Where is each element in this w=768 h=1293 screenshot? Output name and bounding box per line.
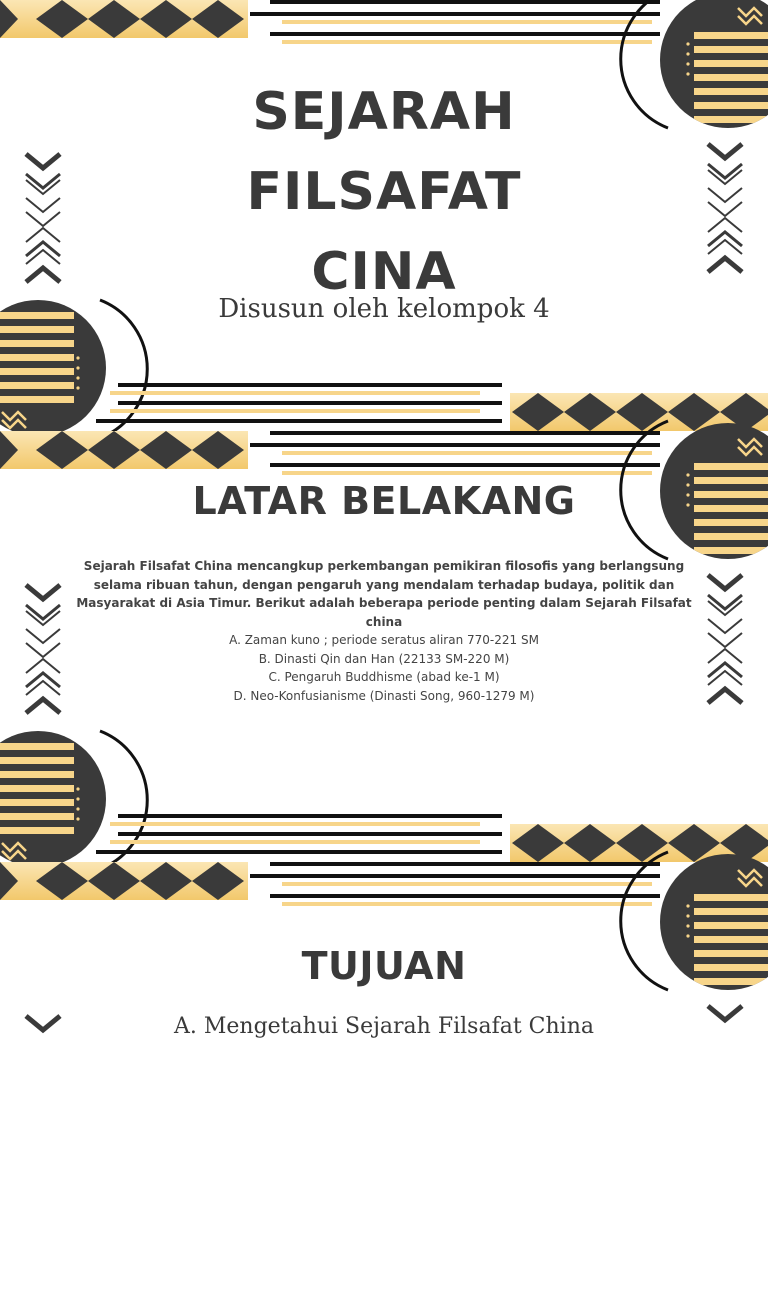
subtitle: Disusun oleh kelompok 4 <box>218 294 550 324</box>
diamond-border-icon <box>0 431 248 469</box>
top-lines <box>250 862 660 906</box>
title-line: CINA <box>311 242 457 302</box>
slide-decoration <box>0 862 768 1293</box>
list-item: C. Pengaruh Buddhisme (abad ke-1 M) <box>268 670 500 684</box>
bottom-lines <box>96 383 502 423</box>
slide-tujuan <box>0 862 768 1039</box>
title-line: FILSAFAT <box>246 162 522 222</box>
chevron-column-icon <box>26 585 60 713</box>
section-title-latar-belakang: LATAR BELAKANG <box>192 479 576 523</box>
slide-title <box>0 0 768 431</box>
top-lines <box>250 0 660 44</box>
top-lines <box>250 431 660 475</box>
intro-paragraph: Sejarah Filsafat China mencangkup perkembangan pemikiran filosofis yang berlangsung selama ribuan tahun, dengan pengaruh yang mendalam terhadap budaya, politik dan Masyarakat di Asia Timur. Berikut adalah beberapa periode penting dalam Sejarah Filsafat china <box>76 559 692 629</box>
list-item: B. Dinasti Qin dan Han (22133 SM-220 M) <box>258 651 510 666</box>
diamond-border-icon <box>0 862 248 900</box>
chevron-column-icon <box>708 575 742 703</box>
section-body <box>70 557 698 705</box>
page-title <box>0 72 768 312</box>
bottom-lines <box>96 814 502 854</box>
list-item: A. Mengetahui Sejarah Filsafat China <box>174 1014 594 1039</box>
title-line: SEJARAH <box>252 82 516 142</box>
slide-background <box>0 431 768 862</box>
striped-half-circle-icon <box>0 731 147 869</box>
diamond-border-icon <box>0 0 248 38</box>
section-title-tujuan: TUJUAN <box>301 944 467 988</box>
list-item: D. Neo-Konfusianisme (Dinasti Song, 960-1279 M) <box>233 688 535 703</box>
list-item: A. Zaman kuno ; periode seratus aliran 770-221 SM <box>229 633 539 647</box>
